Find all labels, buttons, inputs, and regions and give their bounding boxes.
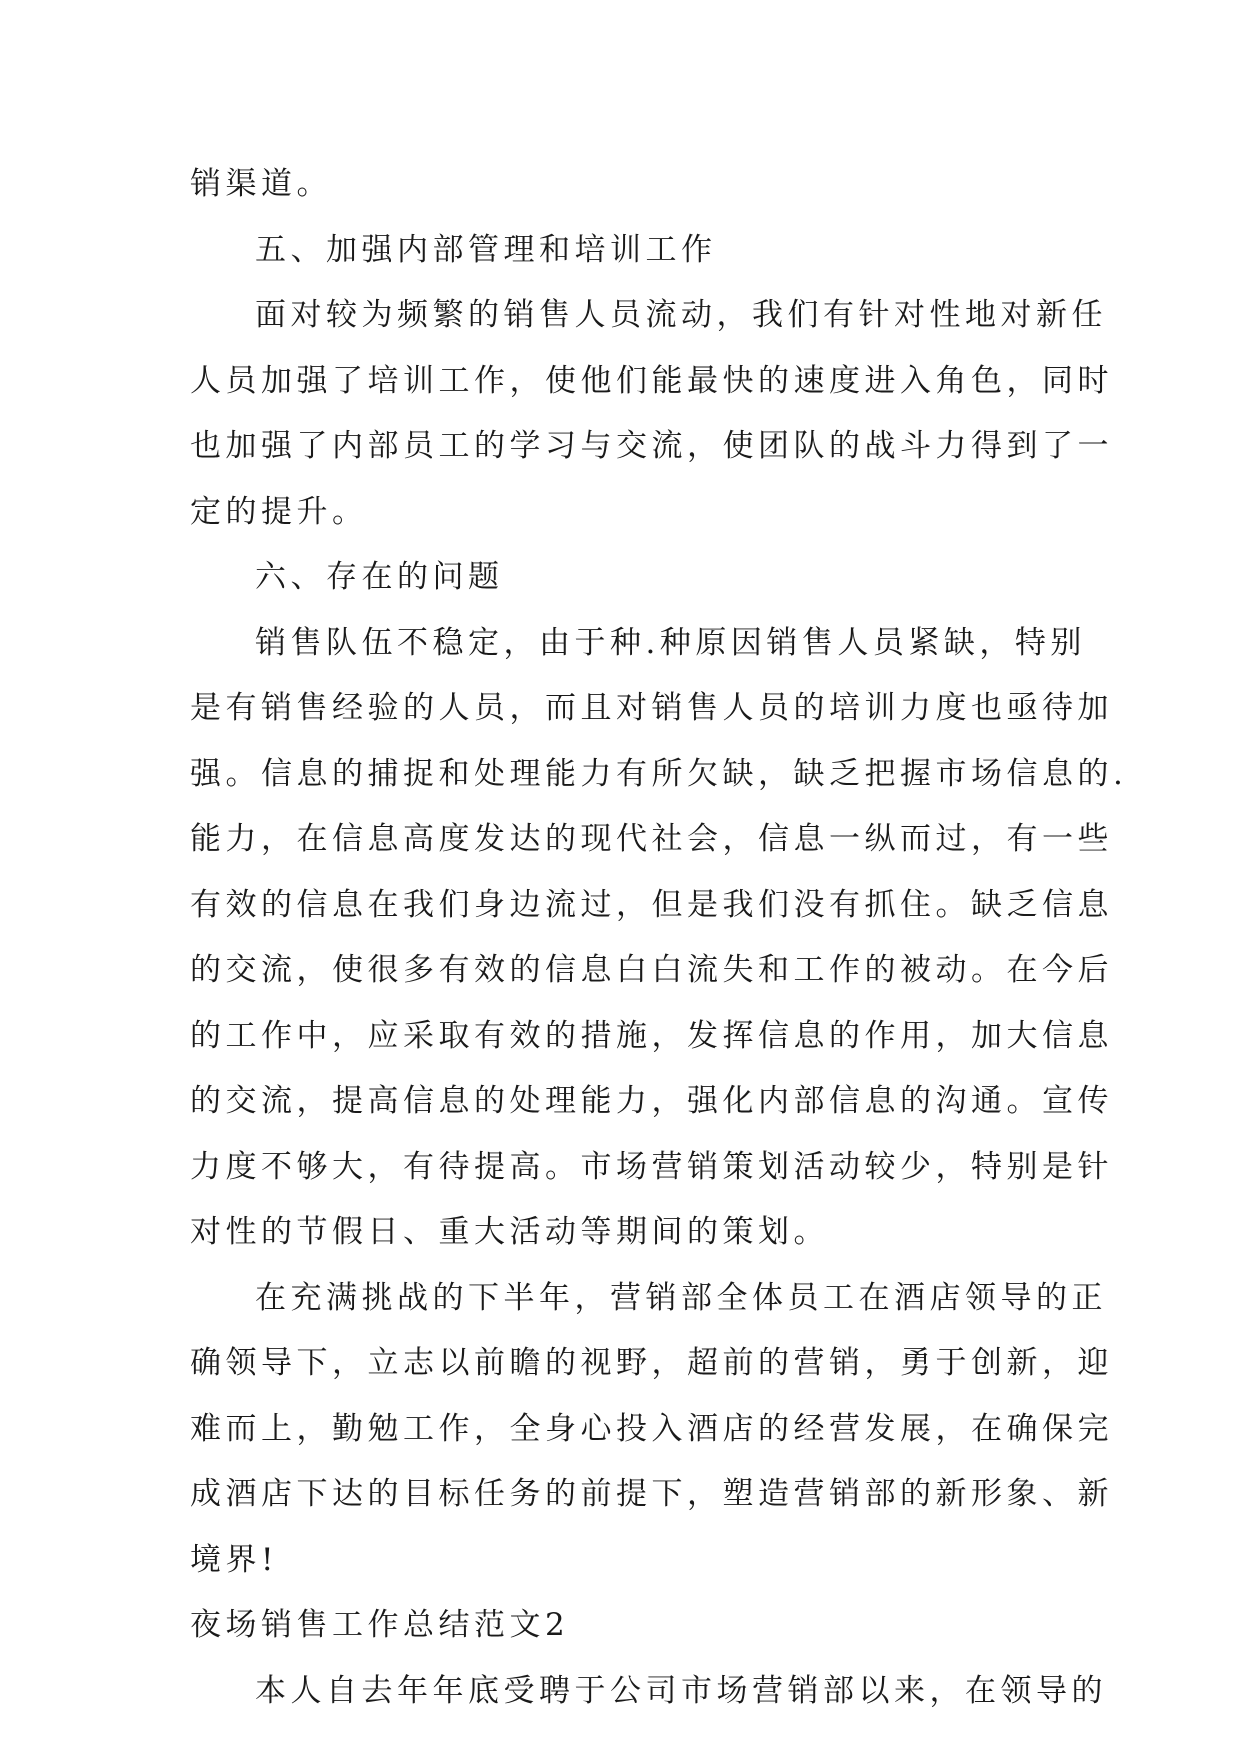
text-line: 的交流，提高信息的处理能力，强化内部信息的沟通。宣传 [190, 1083, 1113, 1119]
text-line: 强。信息的捕捉和处理能力有所欠缺，缺乏把握市场信息的. [190, 755, 1128, 792]
text-line: 对性的节假日、重大活动等期间的策划。 [190, 1214, 829, 1250]
text-line: 销渠道。 [190, 166, 332, 202]
text-line: 难而上，勤勉工作，全身心投入酒店的经营发展，在确保完 [190, 1410, 1113, 1447]
text-line: 确领导下，立志以前瞻的视野，超前的营销，勇于创新，迎 [190, 1345, 1113, 1381]
text-line: 本人自去年年底受聘于公司市场营销部以来，在领导的 [255, 1672, 1107, 1709]
text-line: 也加强了内部员工的学习与交流，使团队的战斗力得到了一 [190, 428, 1113, 464]
document-body [190, 152, 1128, 1724]
text-line: 成酒店下达的目标任务的前提下，塑造营销部的新形象、新 [190, 1476, 1113, 1512]
text-line: 境界! [190, 1541, 278, 1578]
document-title: 夜场销售工作总结范文2 [190, 1607, 570, 1643]
text-line: 的工作中，应采取有效的措施，发挥信息的作用，加大信息 [190, 1017, 1113, 1054]
text-line: 销售队伍不稳定，由于种.种原因销售人员紧缺，特别 [255, 624, 1086, 661]
text-line: 能力，在信息高度发达的现代社会，信息一纵而过，有一些 [190, 821, 1113, 857]
text-line: 人员加强了培训工作，使他们能最快的速度进入角色，同时 [190, 362, 1113, 399]
text-line: 定的提升。 [190, 493, 368, 530]
section-heading: 五、加强内部管理和培训工作 [255, 231, 717, 268]
text-line: 有效的信息在我们身边流过，但是我们没有抓住。缺乏信息 [190, 886, 1113, 923]
text-line: 的交流，使很多有效的信息白白流失和工作的被动。在今后 [190, 952, 1113, 988]
text-line: 是有销售经验的人员，而且对销售人员的培训力度也亟待加 [190, 690, 1113, 726]
text-line: 在充满挑战的下半年，营销部全体员工在酒店领导的正 [255, 1279, 1107, 1316]
text-line: 力度不够大，有待提高。市场营销策划活动较少，特别是针 [190, 1148, 1113, 1185]
section-heading: 六、存在的问题 [255, 559, 504, 595]
text-line: 面对较为频繁的销售人员流动，我们有针对性地对新任 [255, 297, 1107, 333]
